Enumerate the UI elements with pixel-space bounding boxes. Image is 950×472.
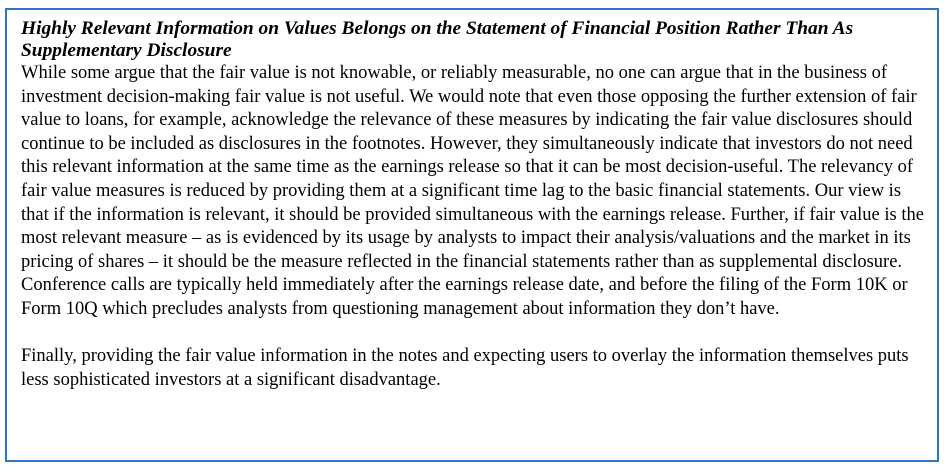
- document-box: [5, 8, 939, 462]
- body-paragraph-1: While some argue that the fair value is not knowable, or reliably measurable, no one can argue that in the business of investment decision-making fair value is not useful. We would note that even those opposing the further extension of fair value to loans, for example, acknowledge the relevance of these measures by indicating the fair value disclosures should continue to be included as disclosures in the footnotes. However, they simultaneously indicate that investors do not need this relevant information at the same time as the earnings release so that it can be most decision-useful. The relevancy of fair value measures is reduced by providing them at a significant time lag to the basic financial statements. Our view is that if the information is relevant, it should be provided simultaneous with the earnings release. Further, if fair value is the most relevant measure – as is evidenced by its usage by analysts to impact their analysis/valuations and the market in its pricing of shares – it should be the measure reflected in the financial statements rather than as supplemental disclosure. Conference calls are typically held immediately after the earnings release date, and before the filing of the Form 10K or Form 10Q which precludes analysts from questioning management about information they don’t have.: [21, 63, 924, 319]
- section-heading: Highly Relevant Information on Values Belongs on the Statement of Financial Position Rather Than As Supplementary Disclosure: [21, 18, 854, 61]
- body-paragraph-2: Finally, providing the fair value information in the notes and expecting users to overlay the information themselves puts less sophisticated investors at a significant disadvantage.: [21, 346, 909, 390]
